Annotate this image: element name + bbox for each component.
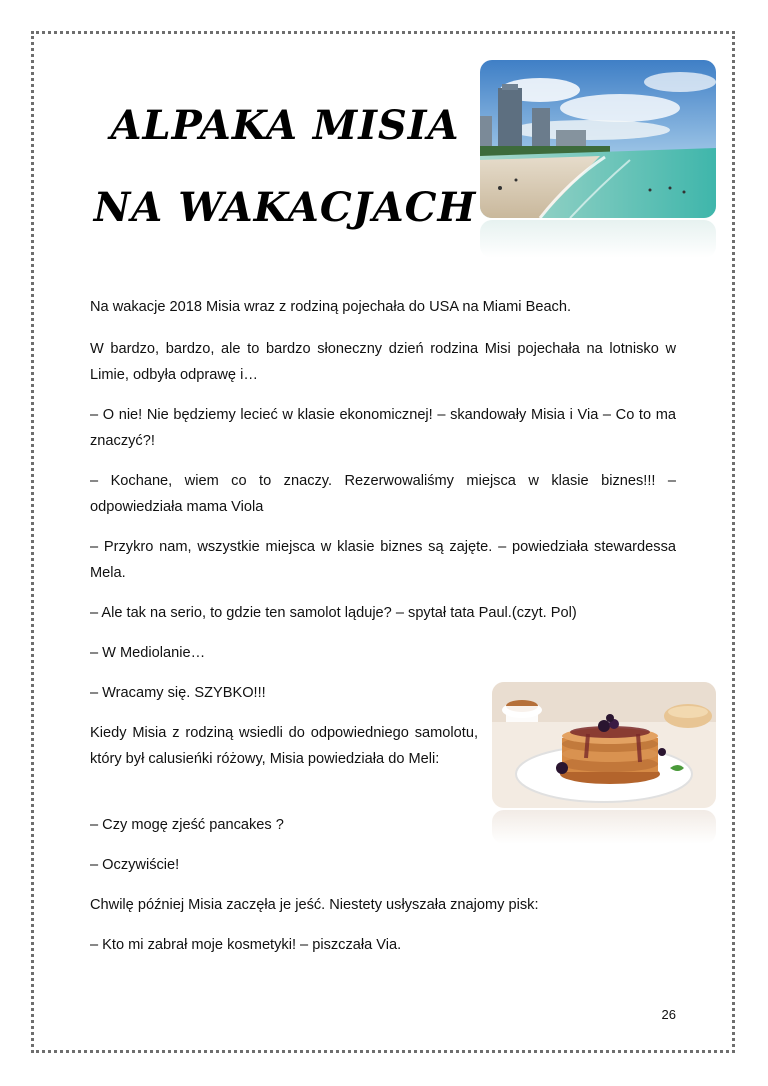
paragraph-2: W bardzo, bardzo, ale to bardzo słoneczny dzień rodzina Misi pojechała na lotnisko w Limie, odbyła odprawę i… [90,341,676,383]
paragraph-1: Na wakacje 2018 Misia wraz z rodziną pojechała do USA na Miami Beach. [90,299,572,315]
title-line-2: NA WAKACJACH [93,184,477,231]
paragraph-7: – W Mediolanie… [90,645,206,661]
paragraph-11: – Oczywiście! [90,857,180,873]
paragraph-4: – Kochane, wiem co to znaczy. Rezerwowaliśmy miejsca w klasie biznes!!! – odpowiedziała mama Viola [90,473,676,515]
paragraph-10: – Czy mogę zjeść pancakes ? [90,817,284,833]
paragraph-6: – Ale tak na serio, to gdzie ten samolot ląduje? – spytał tata Paul.(czyt. Pol) [90,605,577,621]
paragraph-9: Kiedy Misia z rodziną wsiedli do odpowiedniego samolotu, który był calusieńki różowy, Misia powiedziała do Meli: [90,725,478,767]
pancakes-photo-reflection [492,810,716,844]
beach-photo-reflection [480,220,716,258]
miami-beach-photo [480,60,716,218]
paragraph-3: – O nie! Nie będziemy lecieć w klasie ekonomicznej! – skandowały Misia i Via – Co to ma znaczyć?! [90,407,676,449]
paragraph-5: – Przykro nam, wszystkie miejsca w klasie biznes są zajęte. – powiedziała stewardessa Mela. [90,539,676,581]
paragraph-13: – Kto mi zabrał moje kosmetyki! – piszczała Via. [90,937,402,953]
paragraph-8: – Wracamy się. SZYBKO!!! [90,685,266,701]
title-line-1: ALPAKA MISIA [110,102,460,149]
paragraph-12: Chwilę później Misia zaczęła je jeść. Niestety usłyszała znajomy pisk: [90,897,539,913]
pancakes-photo [492,682,716,808]
page-number: 26 [661,1007,676,1022]
